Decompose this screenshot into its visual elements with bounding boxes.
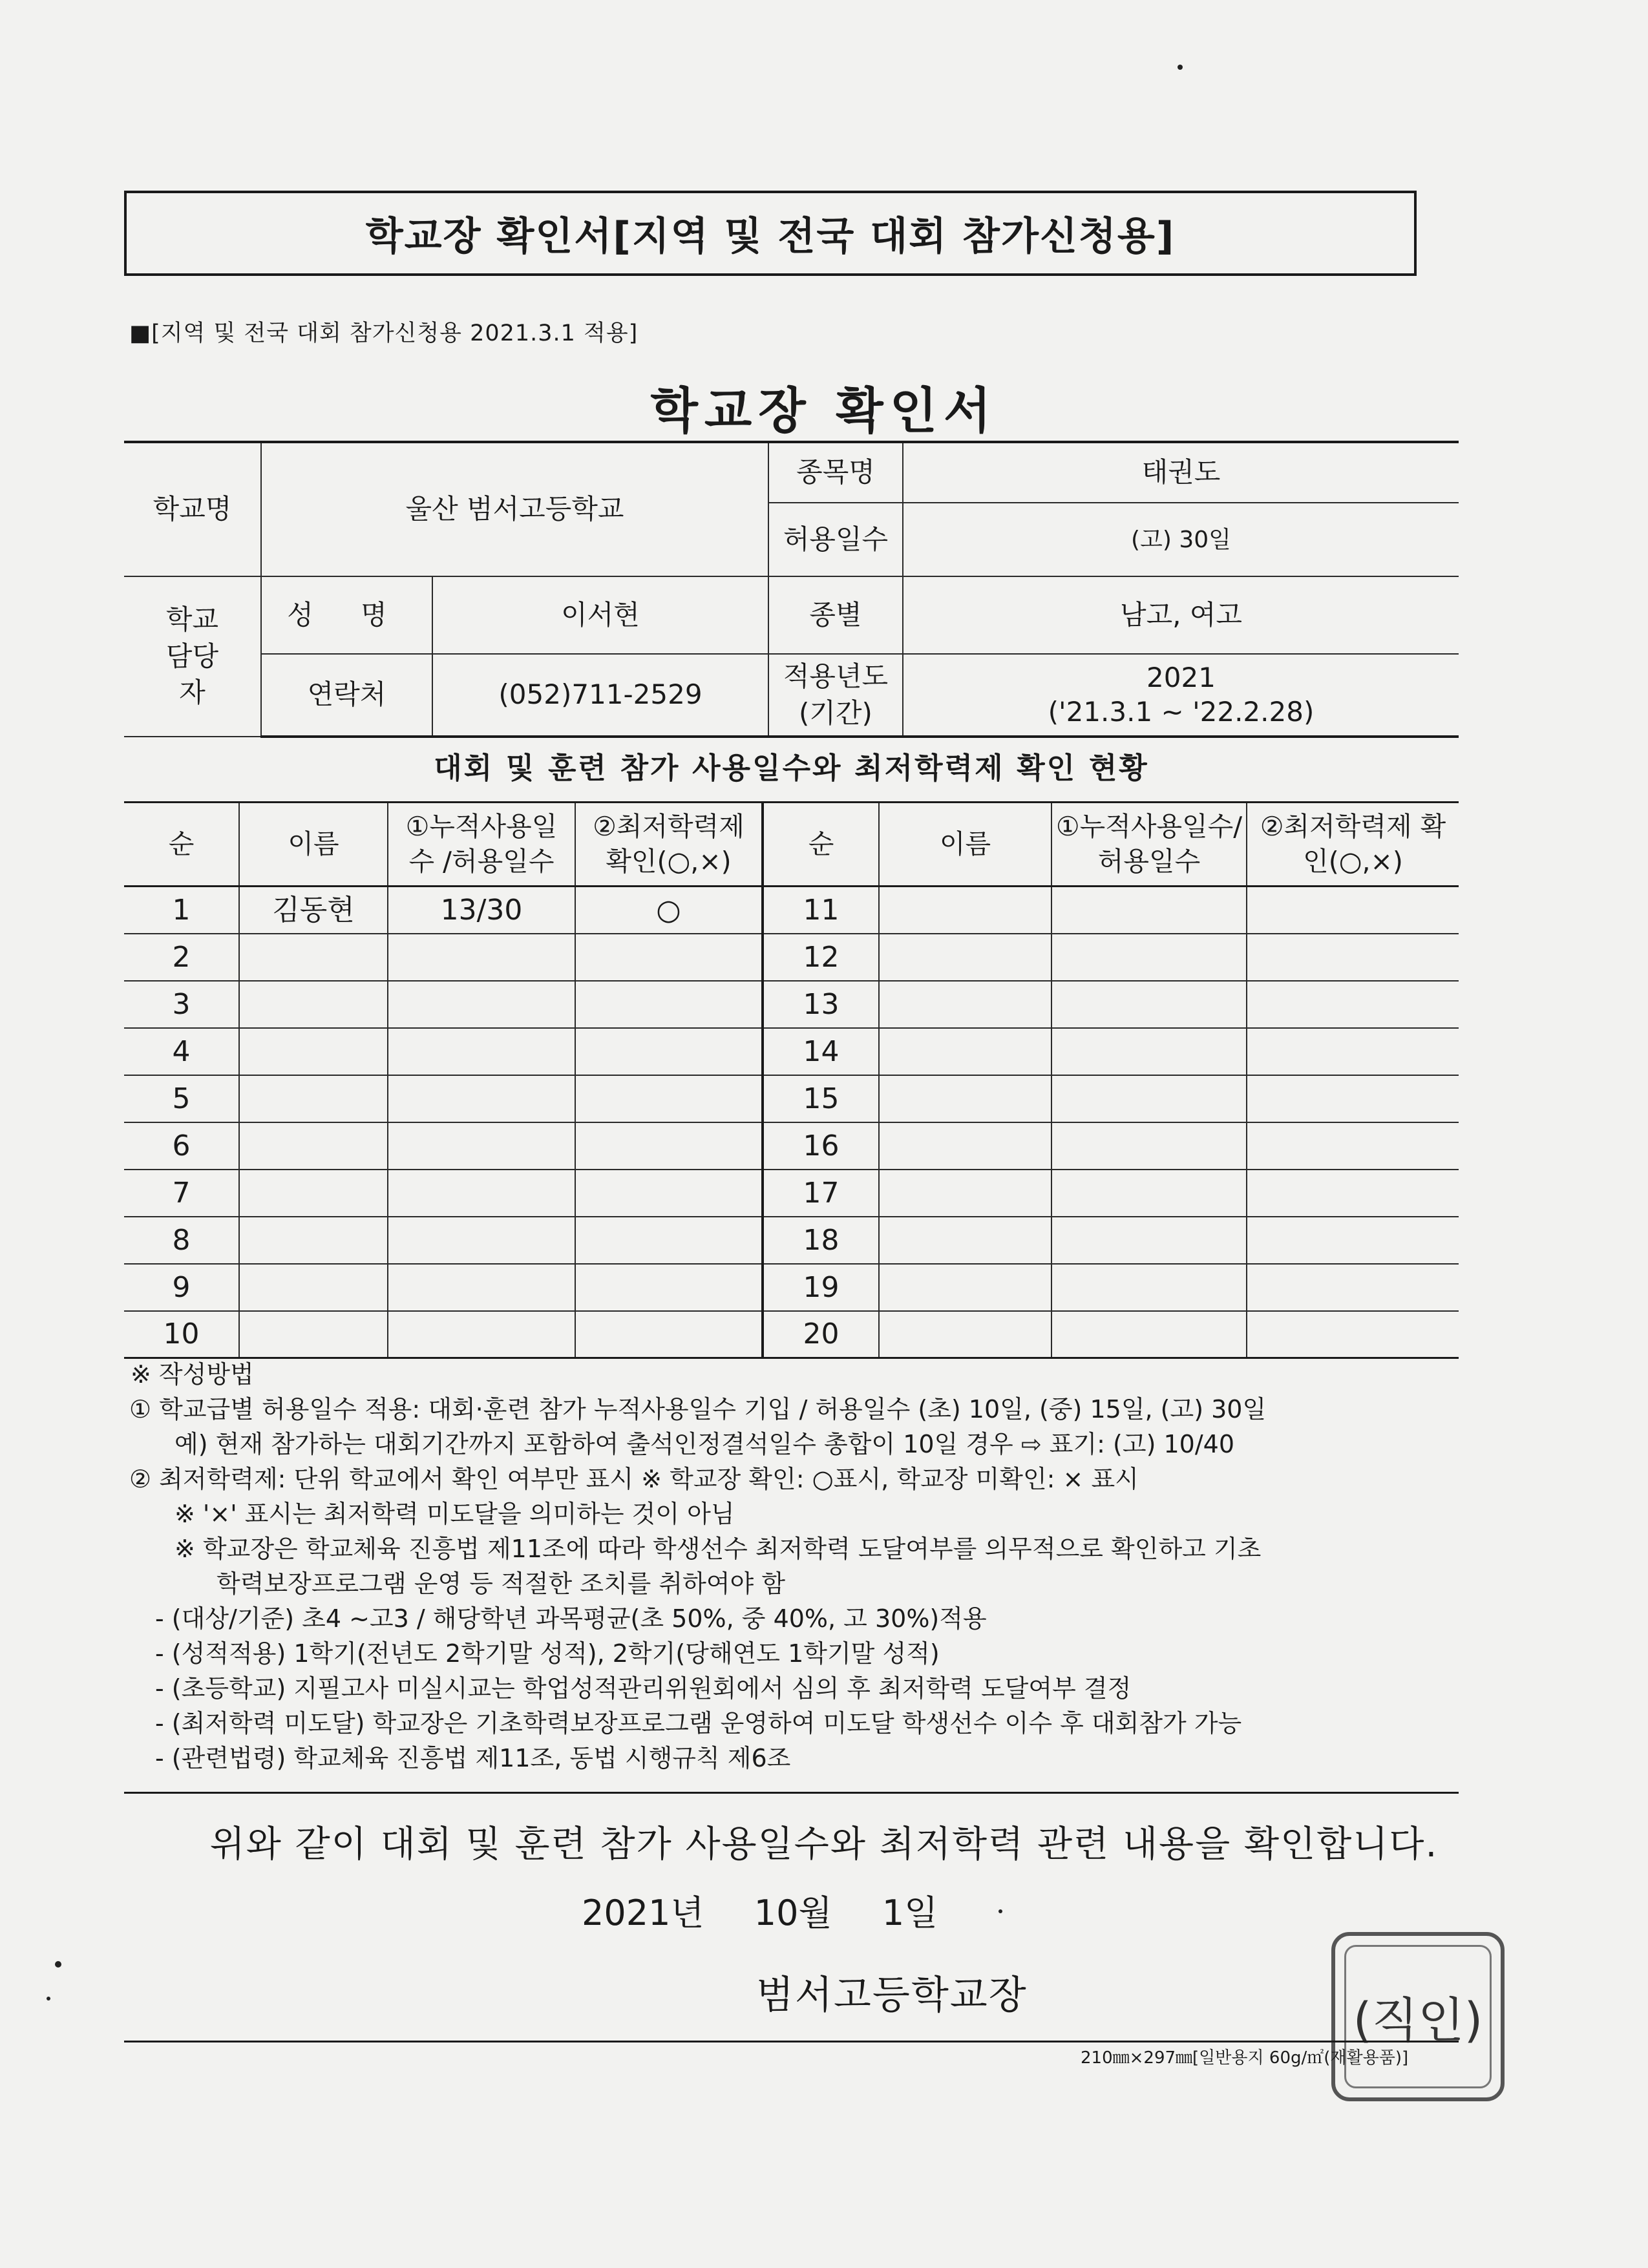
date-day: 1일 bbox=[882, 1893, 938, 1933]
row-left-name bbox=[239, 1028, 388, 1075]
seal-text: (직인) bbox=[1353, 1993, 1483, 2048]
row-right-no: 19 bbox=[763, 1264, 879, 1311]
form-subheading: ■[지역 및 전국 대회 참가신청용 2021.3.1 적용] bbox=[129, 320, 639, 346]
row-left-no: 1 bbox=[124, 887, 239, 934]
sport-label: 종목명 bbox=[768, 442, 903, 503]
row-right-check bbox=[1247, 934, 1459, 981]
category-label: 종별 bbox=[768, 576, 903, 654]
date-month: 10월 bbox=[754, 1893, 832, 1933]
confirmation-statement: 위와 같이 대회 및 훈련 참가 사용일수와 최저학력 관련 내용을 확인합니다. bbox=[209, 1823, 1439, 1865]
note-line: - (최저학력 미도달) 학교장은 기초학력보장프로그램 운영하여 미도달 학생선수 이수 후 대회참가 가능 bbox=[155, 1709, 1242, 1738]
table-row bbox=[124, 934, 1459, 981]
table-row bbox=[124, 1122, 1459, 1170]
row-right-no: 20 bbox=[763, 1311, 879, 1358]
row-left-days bbox=[388, 1264, 575, 1311]
row-right-check bbox=[1247, 1217, 1459, 1264]
row-left-name bbox=[239, 1122, 388, 1170]
table-row bbox=[124, 1028, 1459, 1075]
year-label bbox=[768, 654, 903, 737]
row-right-days bbox=[1051, 1170, 1247, 1217]
row-right-days bbox=[1051, 934, 1247, 981]
scan-speck bbox=[1178, 65, 1183, 70]
row-right-no: 15 bbox=[763, 1075, 879, 1122]
document-title: 학교장 확인서 bbox=[650, 382, 998, 439]
note-line: - (성적적용) 1학기(전년도 2학기말 성적), 2학기(당해연도 1학기말 성적) bbox=[155, 1639, 940, 1668]
row-left-name: 김동현 bbox=[239, 887, 388, 934]
issue-date bbox=[582, 1885, 977, 1935]
row-left-check bbox=[575, 1311, 763, 1358]
school-name-label: 학교명 bbox=[124, 442, 261, 576]
row-right-no: 18 bbox=[763, 1217, 879, 1264]
header-left-check-text: ②최저학력제 확인(○,×) bbox=[593, 811, 745, 877]
year-label-text: 적용년도 (기간) bbox=[783, 660, 889, 729]
sport-value: 태권도 bbox=[903, 442, 1459, 503]
year-cell bbox=[903, 654, 1459, 737]
table-row bbox=[124, 1311, 1459, 1358]
row-right-name bbox=[879, 1122, 1051, 1170]
manager-label bbox=[124, 576, 261, 737]
row-left-no: 2 bbox=[124, 934, 239, 981]
row-left-check bbox=[575, 934, 763, 981]
category-value: 남고, 여고 bbox=[903, 576, 1459, 654]
row-right-days bbox=[1051, 887, 1247, 934]
table-row bbox=[124, 1170, 1459, 1217]
row-left-check bbox=[575, 981, 763, 1028]
note-line: 학력보장프로그램 운영 등 적절한 조치를 취하여야 함 bbox=[217, 1570, 786, 1598]
header-left-days-text: ①누적사용일수 /허용일수 bbox=[405, 811, 558, 877]
row-left-name bbox=[239, 1217, 388, 1264]
header-right-name: 이름 bbox=[879, 803, 1051, 887]
row-left-no: 7 bbox=[124, 1170, 239, 1217]
row-right-check bbox=[1247, 1170, 1459, 1217]
row-right-name bbox=[879, 1264, 1051, 1311]
table-row bbox=[124, 1264, 1459, 1311]
note-line: ② 최저학력제: 단위 학교에서 확인 여부만 표시 ※ 학교장 확인: ○표시, 학교장 미확인: × 표시 bbox=[129, 1465, 1139, 1493]
row-right-days bbox=[1051, 1311, 1247, 1358]
row-right-days bbox=[1051, 1028, 1247, 1075]
header-right-no: 순 bbox=[763, 803, 879, 887]
row-left-days bbox=[388, 1028, 575, 1075]
row-left-name bbox=[239, 1075, 388, 1122]
row-right-name bbox=[879, 887, 1051, 934]
row-left-no: 3 bbox=[124, 981, 239, 1028]
header-left-days bbox=[388, 803, 575, 887]
table-row bbox=[124, 981, 1459, 1028]
header-left-name: 이름 bbox=[239, 803, 388, 887]
scan-speck bbox=[998, 1909, 1002, 1913]
row-right-check bbox=[1247, 1122, 1459, 1170]
row-right-check bbox=[1247, 1311, 1459, 1358]
header-left-no: 순 bbox=[124, 803, 239, 887]
row-right-name bbox=[879, 1170, 1051, 1217]
form-header-title: 학교장 확인서[지역 및 전국 대회 참가신청용] bbox=[365, 214, 1176, 259]
note-line: - (관련법령) 학교체육 진흥법 제11조, 동법 시행규칙 제6조 bbox=[155, 1744, 791, 1772]
row-left-check bbox=[575, 1075, 763, 1122]
row-left-days bbox=[388, 1170, 575, 1217]
row-right-days bbox=[1051, 1122, 1247, 1170]
writing-instructions bbox=[129, 1357, 1474, 1776]
row-left-name bbox=[239, 1311, 388, 1358]
row-left-no: 5 bbox=[124, 1075, 239, 1122]
row-left-check bbox=[575, 1028, 763, 1075]
allowed-days-label: 허용일수 bbox=[768, 503, 903, 576]
row-left-no: 6 bbox=[124, 1122, 239, 1170]
form-header-box bbox=[124, 191, 1417, 276]
row-left-no: 8 bbox=[124, 1217, 239, 1264]
row-right-no: 13 bbox=[763, 981, 879, 1028]
row-left-days bbox=[388, 981, 575, 1028]
note-line: - (초등학교) 지필고사 미실시교는 학업성적관리위원회에서 심의 후 최저학력 도달여부 결정 bbox=[155, 1674, 1132, 1703]
row-left-no: 9 bbox=[124, 1264, 239, 1311]
table-row bbox=[124, 887, 1459, 934]
row-left-check bbox=[575, 1170, 763, 1217]
school-name-value: 울산 범서고등학교 bbox=[261, 442, 768, 576]
note-line: - (대상/기준) 초4 ~고3 / 해당학년 과목평균(초 50%, 중 40%, 고 30%)적용 bbox=[155, 1604, 987, 1633]
row-right-days bbox=[1051, 1075, 1247, 1122]
usage-table-body bbox=[124, 887, 1459, 1358]
row-right-name bbox=[879, 934, 1051, 981]
row-left-check bbox=[575, 1217, 763, 1264]
row-left-check bbox=[575, 1122, 763, 1170]
year-value: 2021 bbox=[1146, 662, 1216, 693]
row-right-no: 12 bbox=[763, 934, 879, 981]
school-info-table bbox=[124, 441, 1459, 738]
table-row bbox=[124, 1075, 1459, 1122]
date-year: 2021년 bbox=[582, 1893, 704, 1933]
row-right-check bbox=[1247, 981, 1459, 1028]
row-right-check bbox=[1247, 887, 1459, 934]
row-right-no: 16 bbox=[763, 1122, 879, 1170]
contact-label: 연락처 bbox=[261, 654, 432, 737]
usage-table-caption: 대회 및 훈련 참가 사용일수와 최저학력제 확인 현황 bbox=[434, 751, 1149, 785]
header-right-check-text: ②최저학력제 확인(○,×) bbox=[1260, 811, 1446, 877]
row-right-check bbox=[1247, 1075, 1459, 1122]
row-right-days bbox=[1051, 1217, 1247, 1264]
row-left-days bbox=[388, 1075, 575, 1122]
scan-speck bbox=[55, 1961, 61, 1968]
note-line: 예) 현재 참가하는 대회기간까지 포함하여 출석인정결석일수 총합이 10일 경우 ⇨ 표기: (고) 10/40 bbox=[174, 1430, 1235, 1458]
row-right-no: 17 bbox=[763, 1170, 879, 1217]
manager-label-text: 학교 담당자 bbox=[165, 603, 219, 709]
scan-speck bbox=[47, 1997, 50, 2000]
header-left-check bbox=[575, 803, 763, 887]
note-line: ※ 학교장은 학교체육 진흥법 제11조에 따라 학생선수 최저학력 도달여부를 의무적으로 확인하고 기초 bbox=[174, 1535, 1262, 1563]
allowed-days-value: (고) 30일 bbox=[903, 503, 1459, 576]
row-left-days bbox=[388, 1122, 575, 1170]
footer-line bbox=[124, 2041, 1459, 2042]
row-left-days bbox=[388, 934, 575, 981]
paper-spec: 210㎜×297㎜[일반용지 60g/㎡(재활용품)] bbox=[1081, 2048, 1409, 2068]
row-left-days bbox=[388, 1311, 575, 1358]
row-right-check bbox=[1247, 1264, 1459, 1311]
row-left-name bbox=[239, 981, 388, 1028]
row-right-name bbox=[879, 1075, 1051, 1122]
row-right-no: 14 bbox=[763, 1028, 879, 1075]
row-right-no: 11 bbox=[763, 887, 879, 934]
row-right-days bbox=[1051, 981, 1247, 1028]
row-left-name bbox=[239, 1170, 388, 1217]
table-row bbox=[124, 1217, 1459, 1264]
row-right-name bbox=[879, 1028, 1051, 1075]
header-right-check bbox=[1247, 803, 1459, 887]
person-name-label: 성 명 bbox=[261, 576, 432, 654]
person-name-value: 이서현 bbox=[432, 576, 768, 654]
usage-table bbox=[124, 801, 1459, 1359]
notes-heading: ※ 작성방법 bbox=[131, 1360, 254, 1389]
principal-signature-name: 범서고등학교장 bbox=[756, 1973, 1028, 2018]
row-left-name bbox=[239, 1264, 388, 1311]
row-left-check: ○ bbox=[575, 887, 763, 934]
row-left-check bbox=[575, 1264, 763, 1311]
row-left-no: 10 bbox=[124, 1311, 239, 1358]
row-right-check bbox=[1247, 1028, 1459, 1075]
note-line: ① 학교급별 허용일수 적용: 대회·훈련 참가 누적사용일수 기입 / 허용일수 (초) 10일, (중) 15일, (고) 30일 bbox=[129, 1395, 1267, 1423]
header-right-days-text: ①누적사용일수/ 허용일수 bbox=[1055, 811, 1243, 877]
row-left-name bbox=[239, 934, 388, 981]
row-right-name bbox=[879, 1311, 1051, 1358]
row-left-no: 4 bbox=[124, 1028, 239, 1075]
row-left-days bbox=[388, 1217, 575, 1264]
row-left-days: 13/30 bbox=[388, 887, 575, 934]
row-right-name bbox=[879, 1217, 1051, 1264]
row-right-name bbox=[879, 981, 1051, 1028]
period-value: ('21.3.1 ~ '22.2.28) bbox=[1048, 695, 1315, 728]
row-right-days bbox=[1051, 1264, 1247, 1311]
note-line: ※ '×' 표시는 최저학력 미도달을 의미하는 것이 아님 bbox=[174, 1500, 735, 1528]
contact-value: (052)711-2529 bbox=[432, 654, 768, 737]
header-right-days bbox=[1051, 803, 1247, 887]
official-seal bbox=[1331, 1932, 1505, 2101]
divider-line bbox=[124, 1792, 1459, 1794]
